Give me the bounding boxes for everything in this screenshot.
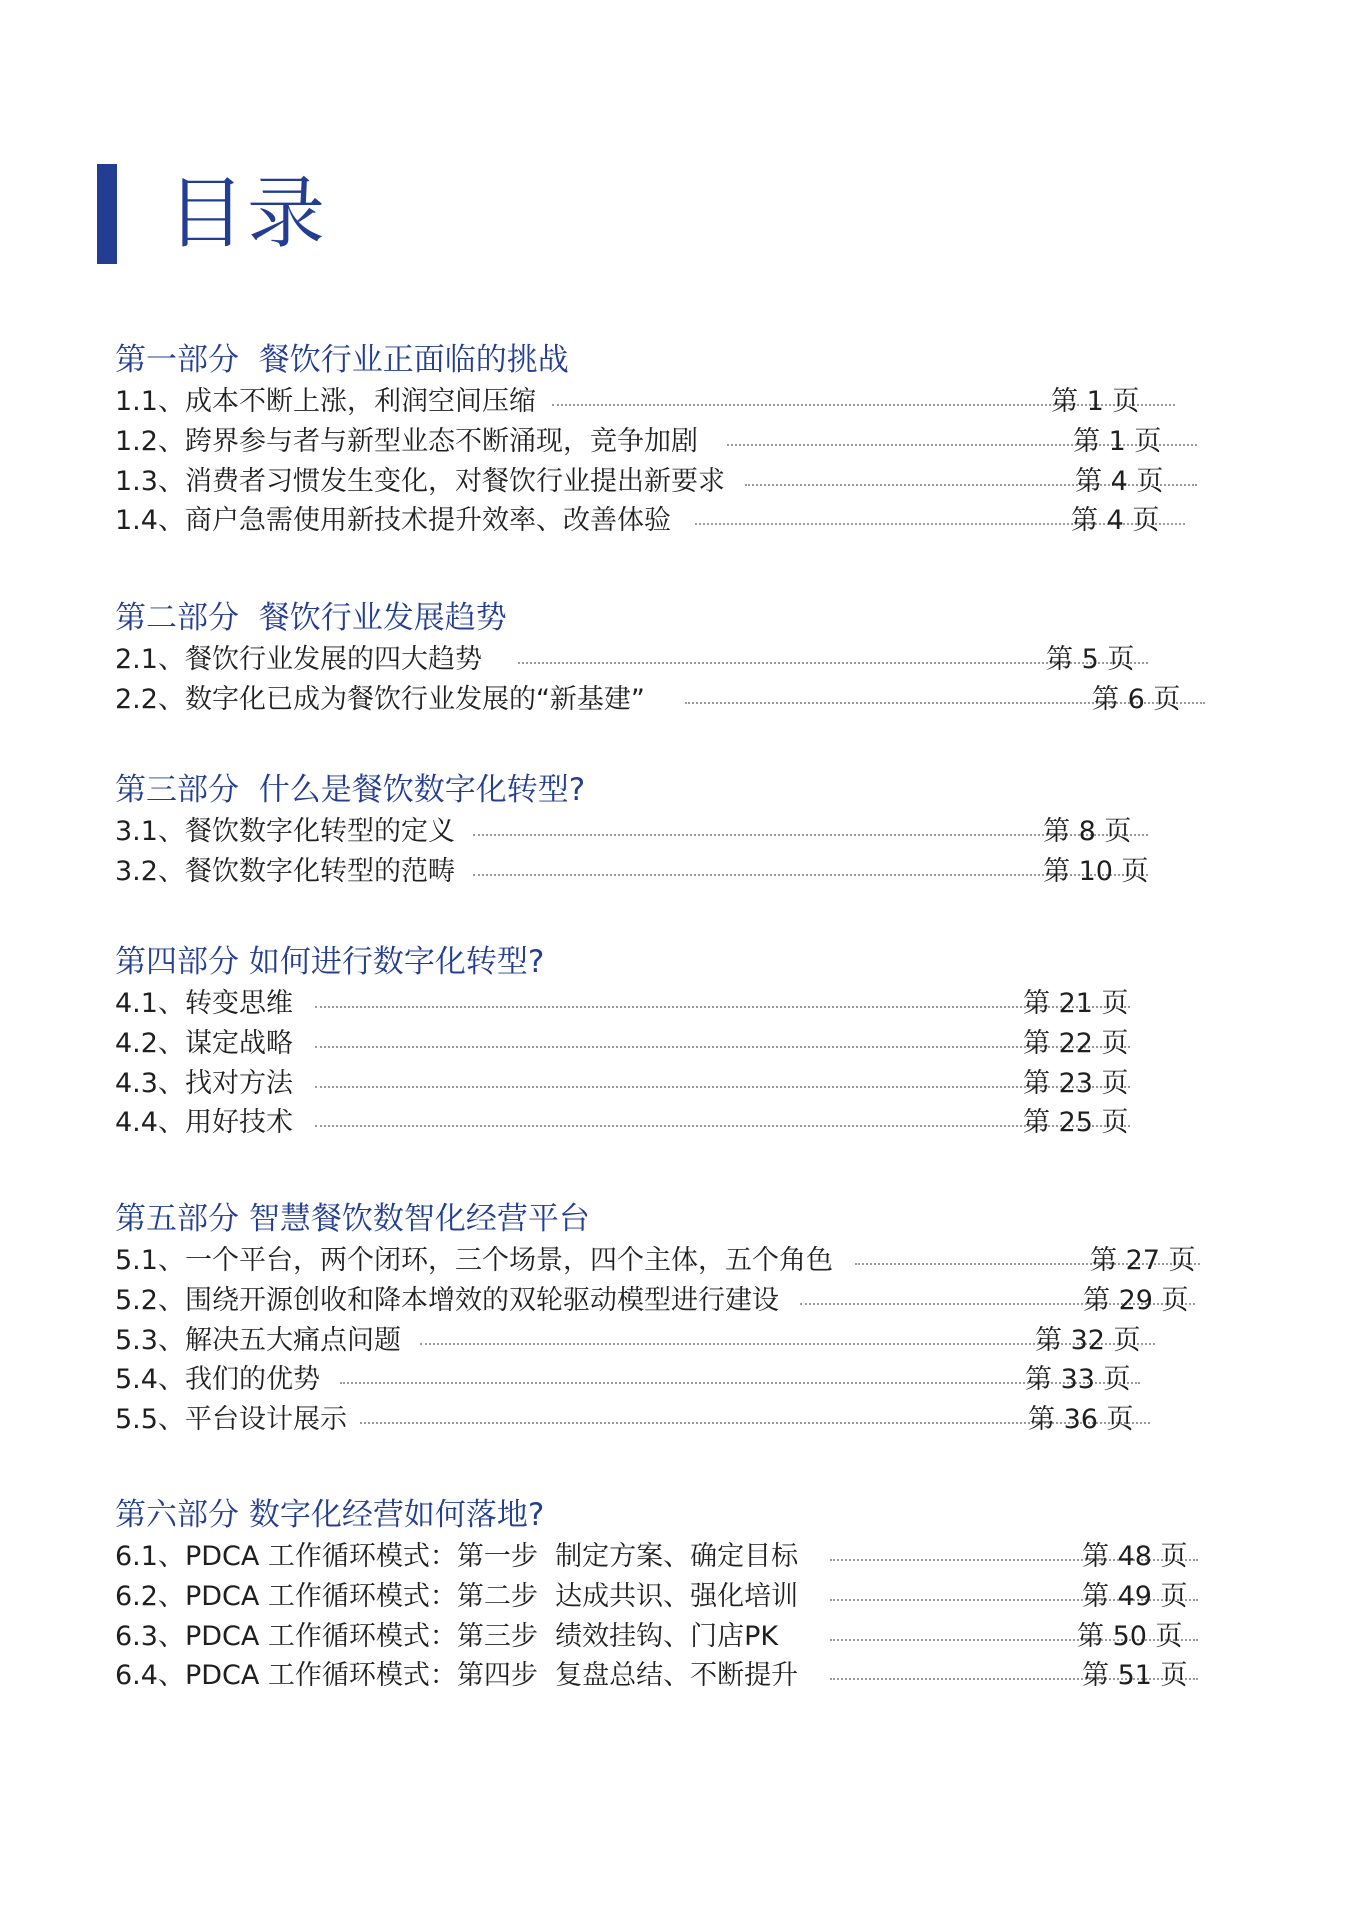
toc-section-1	[115, 342, 1215, 536]
toc-entry[interactable]	[115, 855, 1149, 889]
toc-entry[interactable]	[115, 683, 1181, 717]
entry-label: 5.5、平台设计展示	[115, 1404, 347, 1435]
toc-section-4	[115, 944, 1215, 1138]
entry-page: 第 5 页	[1046, 644, 1135, 675]
toc-section-3	[115, 772, 1215, 887]
section-heading: 第一部分 餐饮行业正面临的挑战	[115, 342, 569, 378]
toc-entry[interactable]	[115, 987, 1129, 1021]
entry-label: 4.2、谋定战略	[115, 1028, 293, 1059]
entry-label: 1.4、商户急需使用新技术提升效率、改善体验	[115, 505, 671, 536]
dot-leader	[315, 1125, 1130, 1127]
toc-entry[interactable]	[115, 504, 1160, 538]
toc-entry[interactable]	[115, 1363, 1131, 1397]
entry-label: 4.4、用好技术	[115, 1107, 293, 1138]
dot-leader	[315, 1086, 1130, 1088]
entry-page: 第 32 页	[1035, 1325, 1141, 1356]
entry-label: 1.3、消费者习惯发生变化，对餐饮行业提出新要求	[115, 466, 725, 497]
entry-page: 第 4 页	[1075, 466, 1164, 497]
section-heading: 第五部分 智慧餐饮数智化经营平台	[115, 1201, 590, 1237]
entry-label: 4.3、找对方法	[115, 1068, 293, 1099]
entry-page: 第 10 页	[1043, 856, 1149, 887]
entry-label: 3.1、餐饮数字化转型的定义	[115, 816, 455, 847]
toc-entry[interactable]	[115, 1324, 1141, 1358]
entry-label: 5.3、解决五大痛点问题	[115, 1325, 401, 1356]
dot-leader	[340, 1382, 1140, 1384]
entry-label: 2.1、餐饮行业发展的四大趋势	[115, 644, 482, 675]
entry-page: 第 25 页	[1023, 1107, 1129, 1138]
title-accent-bar	[97, 164, 117, 264]
entry-page: 第 21 页	[1023, 988, 1129, 1019]
toc-entry[interactable]	[115, 1659, 1188, 1693]
entry-label: 1.1、成本不断上涨，利润空间压缩	[115, 386, 536, 417]
section-heading: 第四部分 如何进行数字化转型?	[115, 944, 545, 980]
toc-entry[interactable]	[115, 1580, 1188, 1614]
page-title: 目录	[167, 169, 328, 259]
toc-section-6	[115, 1497, 1215, 1691]
entry-label: 6.2、PDCA 工作循环模式：第二步 达成共识、强化培训	[115, 1581, 799, 1612]
entry-page: 第 1 页	[1073, 426, 1162, 457]
toc-entry[interactable]	[115, 815, 1132, 849]
toc-entry[interactable]	[115, 385, 1140, 419]
entry-page: 第 27 页	[1090, 1245, 1196, 1276]
section-heading: 第三部分 什么是餐饮数字化转型?	[115, 772, 586, 808]
entry-label: 4.1、转变思维	[115, 988, 293, 1019]
toc-section-5	[115, 1201, 1215, 1435]
entry-page: 第 51 页	[1082, 1660, 1188, 1691]
toc-entry[interactable]	[115, 1244, 1196, 1278]
entry-page: 第 50 页	[1077, 1621, 1183, 1652]
toc-entry[interactable]	[115, 1540, 1188, 1574]
toc-entry[interactable]	[115, 1067, 1129, 1101]
entry-page: 第 48 页	[1082, 1541, 1188, 1572]
entry-page: 第 36 页	[1028, 1404, 1134, 1435]
entry-label: 5.4、我们的优势	[115, 1364, 320, 1395]
entry-page: 第 29 页	[1083, 1285, 1189, 1316]
section-heading: 第二部分 餐饮行业发展趋势	[115, 600, 507, 636]
entry-page: 第 22 页	[1023, 1028, 1129, 1059]
entry-label: 6.4、PDCA 工作循环模式：第四步 复盘总结、不断提升	[115, 1660, 799, 1691]
toc-entry[interactable]	[115, 1106, 1129, 1140]
entry-page: 第 49 页	[1082, 1581, 1188, 1612]
entry-label: 6.3、PDCA 工作循环模式：第三步 绩效挂钩、门店PK	[115, 1621, 779, 1652]
entry-label: 1.2、跨界参与者与新型业态不断涌现，竞争加剧	[115, 426, 698, 457]
toc-entry[interactable]	[115, 1620, 1183, 1654]
entry-label: 3.2、餐饮数字化转型的范畴	[115, 856, 455, 887]
toc-entry[interactable]	[115, 643, 1135, 677]
dot-leader	[315, 1006, 1130, 1008]
toc-entry[interactable]	[115, 1284, 1189, 1318]
dot-leader	[315, 1046, 1130, 1048]
entry-label: 5.1、一个平台，两个闭环，三个场景，四个主体，五个角色	[115, 1245, 833, 1276]
entry-label: 6.1、PDCA 工作循环模式：第一步 制定方案、确定目标	[115, 1541, 799, 1572]
toc-entry[interactable]	[115, 1403, 1134, 1437]
entry-page: 第 6 页	[1092, 684, 1181, 715]
toc-entry[interactable]	[115, 1027, 1129, 1061]
entry-page: 第 33 页	[1025, 1364, 1131, 1395]
toc-entry[interactable]	[115, 425, 1162, 459]
entry-label: 2.2、数字化已成为餐饮行业发展的“新基建”	[115, 684, 645, 715]
toc-section-2	[115, 600, 1215, 715]
entry-page: 第 4 页	[1071, 505, 1160, 536]
toc-entry[interactable]	[115, 465, 1164, 499]
entry-page: 第 23 页	[1023, 1068, 1129, 1099]
entry-label: 5.2、围绕开源创收和降本增效的双轮驱动模型进行建设	[115, 1285, 779, 1316]
entry-page: 第 8 页	[1043, 816, 1132, 847]
entry-page: 第 1 页	[1051, 386, 1140, 417]
section-heading: 第六部分 数字化经营如何落地?	[115, 1497, 545, 1533]
